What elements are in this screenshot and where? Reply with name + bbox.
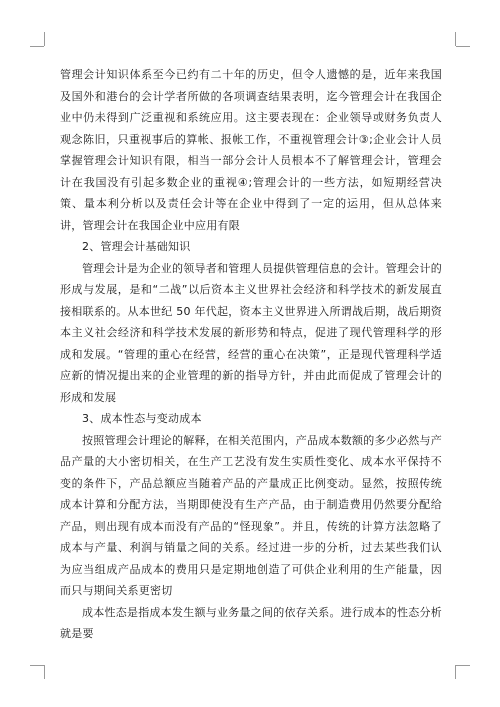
crop-mark-bottom-left-v	[44, 665, 45, 679]
paragraph-cost-behavior: 按照管理会计理论的解释，在相关范围内，产品成本数额的多少必然与产品产量的大小密切相关，在生产工艺没有发生实质性变化、成本水平保持不变的条件下，产品总额应当随着产品的产量成正比例变动。显然，按照传统成本计算和分配方法，当期即使没有生产产品，由于制造费用仍然要分配给产品，则出现有成本而没有产品的“怪现象”。并且，传统的计算方法忽略了成本与产量、利润与销量之间的关系。经过进一步的分析，过去某些我们认为应当组成产品成本的费用只是定期地创造了可供企业利用的生产能量，因而只与期间关系更密切	[60, 433, 442, 597]
crop-mark-bottom-right-h	[456, 665, 470, 666]
paragraph-cost-definition: 成本性态是指成本发生额与业务量之间的依存关系。进行成本的性态分析就是要	[60, 605, 442, 640]
document-body	[60, 64, 442, 645]
crop-mark-bottom-left-h	[30, 665, 44, 666]
crop-mark-top-right-v	[455, 32, 456, 46]
crop-mark-bottom-right-v	[455, 665, 456, 679]
crop-mark-top-right-h	[456, 46, 470, 47]
paragraph-basics: 管理会计是为企业的领导者和管理人员提供管理信息的会计。管理会计的形成与发展，是和“二战”以后资本主义世界社会经济和科学技术的新发展直接相联系的。从本世纪 50 年代起，资本主义世界进入所谓战后期，战后期资本主义社会经济和科学技术发展的新形势和特点，促进了现代管理科学的形成和发展。“管理的重心在经营，经营的重心在决策”，正是现代管理科学适应新的情况提出来的企业管理的新的指导方针，并由此而促成了管理会计的形成和发展	[60, 261, 442, 404]
crop-mark-top-left-v	[44, 32, 45, 46]
section-heading-3: 3、成本性态与变动成本	[82, 412, 202, 425]
paragraph-intro: 管理会计知识体系至今已约有二十年的历史，但令人遗憾的是，近年来我国及国外和港台的会计学者所做的各项调查结果表明，迄今管理会计在我国企业中仍未得到广泛重视和系统应用。这主要表现在：企业领导或财务负责人观念陈旧，只重视事后的算帐、报帐工作，不重视管理会计③;企业会计人员掌握管理会计知识有限，相当一部分会计人员根本不了解管理会计，管理会计在我国没有引起多数企业的重视④;管理会计的一些方法，如短期经营决策、量本利分析以及责任会计等在企业中得到了一定的运用，但从总体来讲，管理会计在我国企业中应用有限	[60, 68, 442, 232]
section-heading-2: 2、管理会计基础知识	[82, 240, 191, 253]
crop-mark-top-left-h	[30, 46, 44, 47]
